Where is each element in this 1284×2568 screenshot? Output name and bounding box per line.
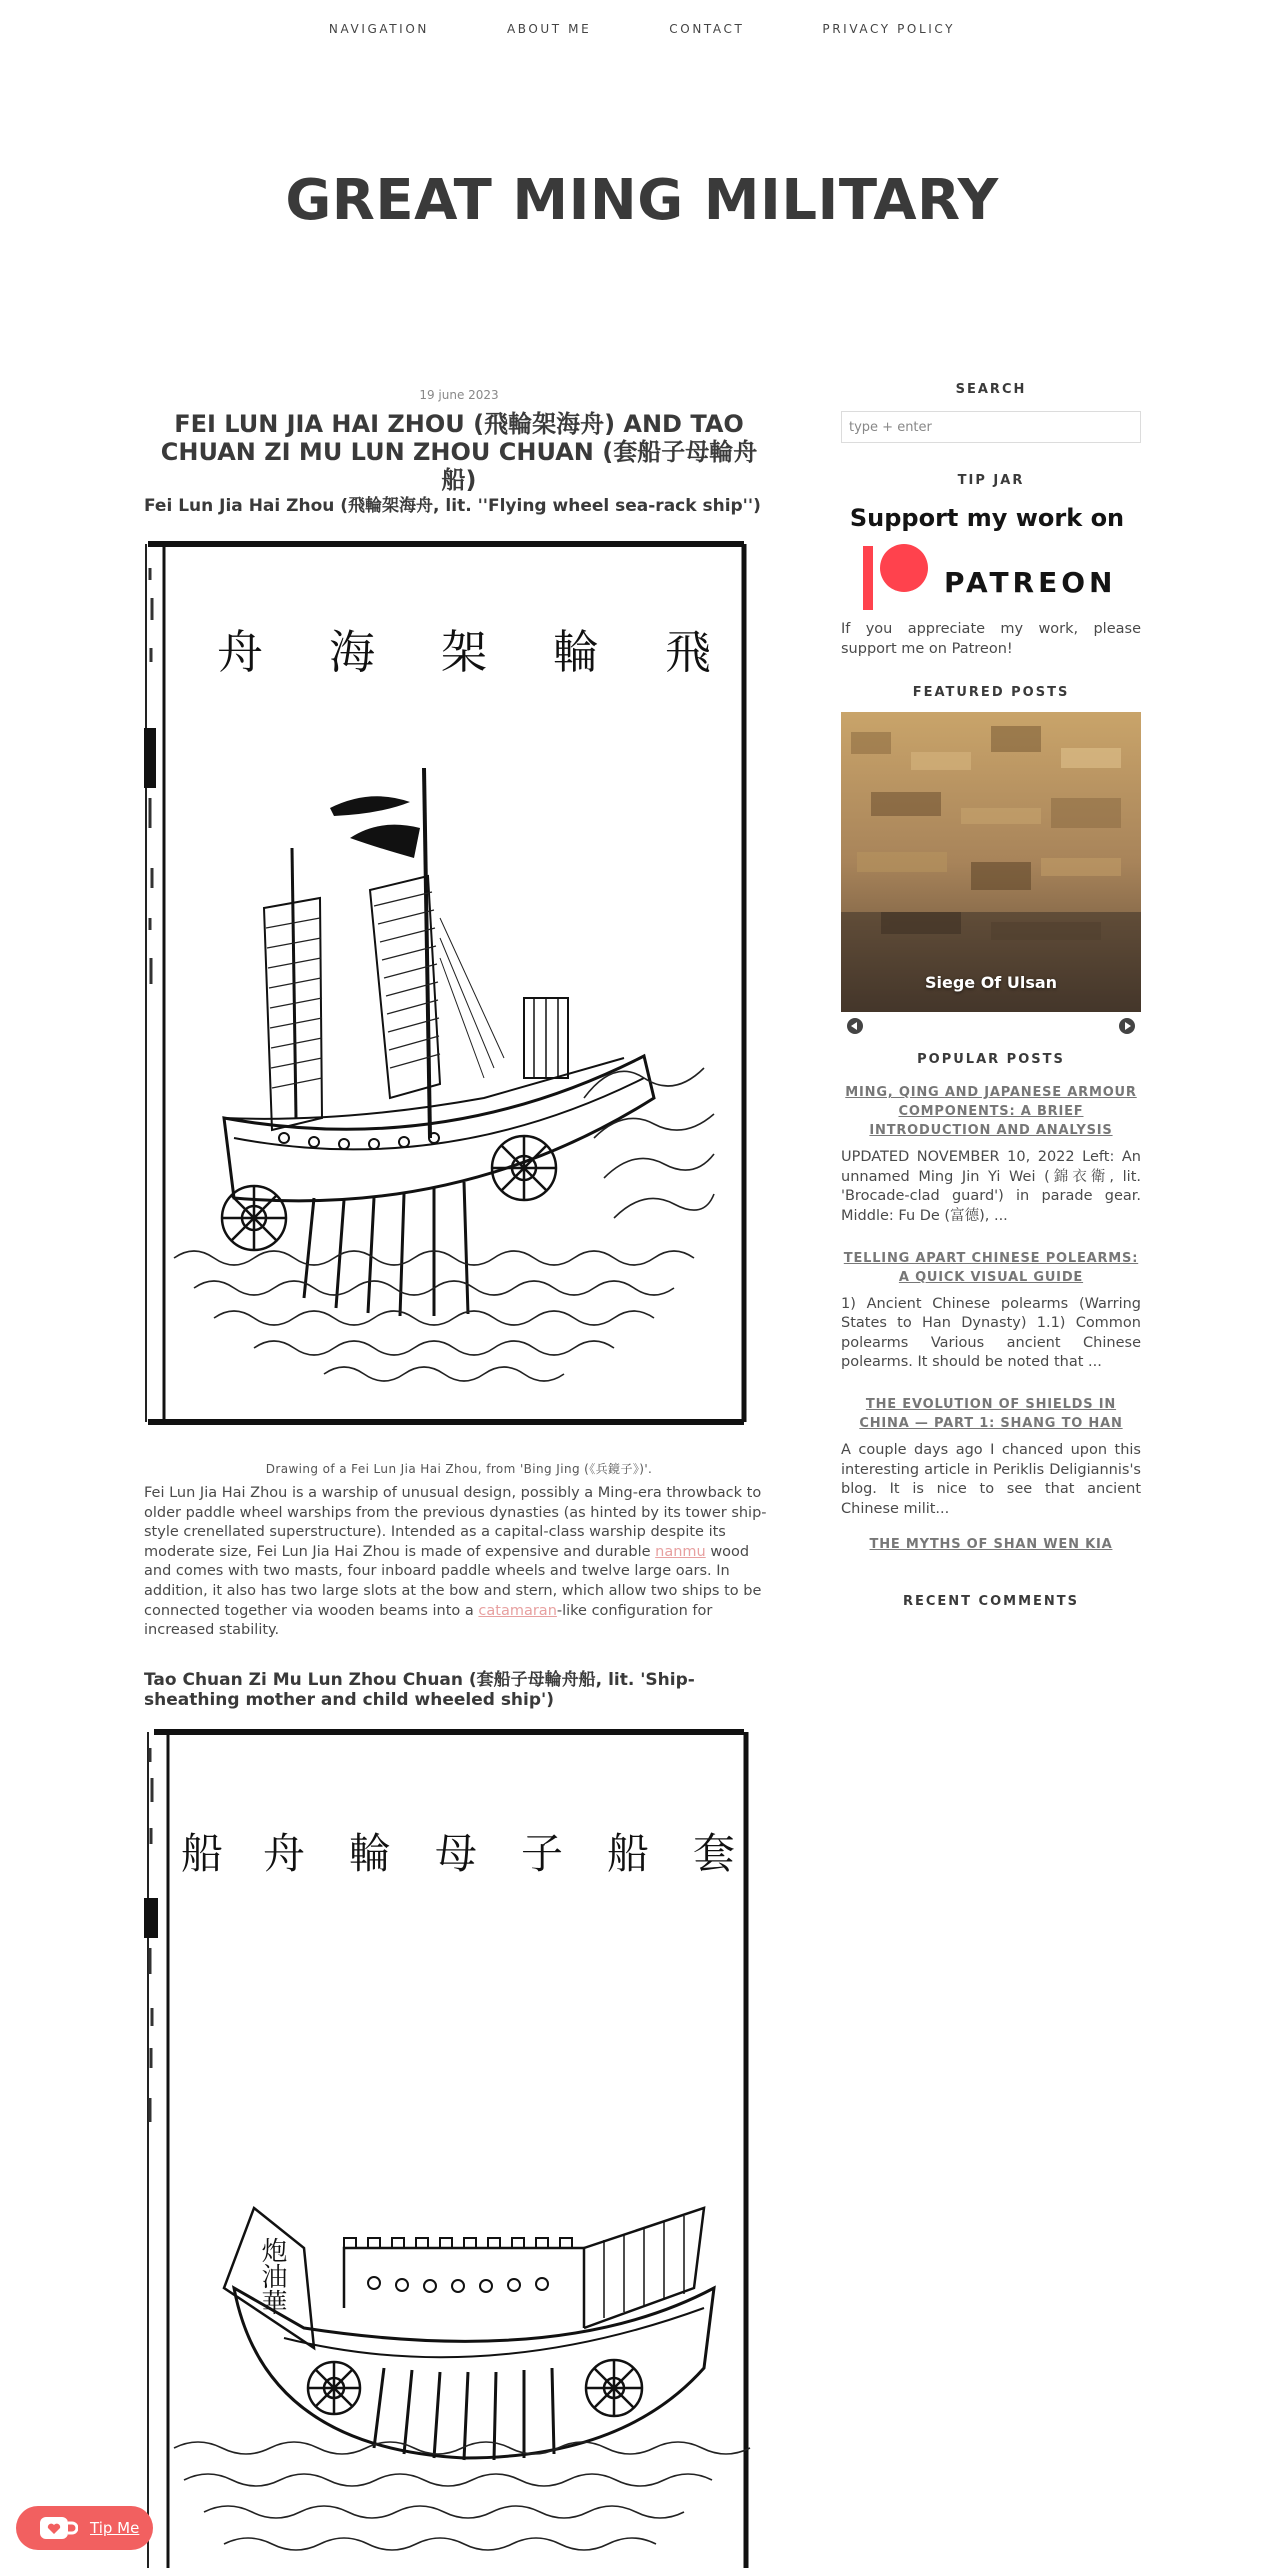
popular-post-item <box>841 1249 1141 1373</box>
featured-post-image <box>841 712 1141 1012</box>
body1-text-1: Fei Lun Jia Hai Zhou is a warship of unusual design, possibly a Ming-era throwback to older paddle wheel warships from the previous dynasties (as hinted by its tower ship-style crenellated superstructure). Intended as a capital-class warship despite its moderate size, Fei Lun Jia Hai Zhou is made of expensive and durable <box>144 1485 767 1560</box>
nav-contact[interactable]: CONTACT <box>669 22 745 36</box>
body1-text-2: wood and comes with two masts, four inboard paddle wheels and twelve large oars. In addition, it also has two large slots at the bow and stern, which allow two ships to be connected together via wooden beams into a <box>144 1543 762 1619</box>
fei-lun-ship-drawing[interactable] <box>144 538 754 1438</box>
nav-about-me[interactable]: ABOUT ME <box>506 22 592 36</box>
fig2-char-4: 母 <box>434 1829 478 1878</box>
featured-post-caption: Siege Of Ulsan <box>924 973 1058 993</box>
popular-post-title-2[interactable]: TELLING APART CHINESE POLEARMS: A QUICK VISUAL GUIDE <box>843 1250 1139 1285</box>
fig2-bow-text: 炮油華 <box>257 2237 287 2315</box>
patreon-logo-icon <box>859 544 929 612</box>
popular-post-snippet-1: UPDATED NOVEMBER 10, 2022 Left: An unnamed Ming Jin Yi Wei (錦衣衛, lit. 'Brocade-clad guard') in parade gear. Middle: Fu De (富德), ... <box>841 1149 1141 1224</box>
tao-chuan-ship-drawing[interactable] <box>144 1728 754 2568</box>
tip-me-button[interactable] <box>16 2506 153 2550</box>
popular-post-title-1[interactable]: MING, QING AND JAPANESE ARMOUR COMPONENTS: A BRIEF INTRODUCTION AND ANALYSIS <box>845 1085 1137 1139</box>
fig2-char-5: 輪 <box>348 1829 392 1878</box>
popular-post-snippet-2: 1) Ancient Chinese polearms (Warring States to Han Dynasty) 1.1) Common polearms Various ancient Chinese polearms. It should be noted that ... <box>841 1295 1141 1371</box>
nanmu-link[interactable]: nanmu <box>655 1543 706 1560</box>
patreon-banner[interactable] <box>841 504 1141 612</box>
popular-post-title-4[interactable]: THE MYTHS OF SHAN WEN KIA <box>869 1537 1113 1553</box>
popular-post-title-3[interactable]: THE EVOLUTION OF SHIELDS IN CHINA — PART 1: SHANG TO HAN <box>859 1396 1123 1431</box>
top-navigation <box>0 22 1284 36</box>
search-input[interactable] <box>841 411 1141 443</box>
post-body-paragraph-1 <box>144 1484 774 1641</box>
post-article <box>144 388 774 2315</box>
popular-post-item <box>841 1395 1141 1519</box>
fig2-char-1: 套 <box>692 1829 736 1878</box>
recent-comments-title: RECENT COMMENTS <box>902 1594 1080 1610</box>
section-heading-fei-lun: Fei Lun Jia Hai Zhou (飛輪架海舟, lit. ''Flying wheel sea-rack ship'') <box>144 496 761 516</box>
catamaran-link[interactable]: catamaran <box>478 1602 557 1619</box>
patreon-line1: Support my work on <box>849 504 1125 532</box>
popular-posts-title: POPULAR POSTS <box>917 1052 1065 1068</box>
tip-jar-title: TIP JAR <box>957 473 1025 488</box>
post-title: FEI LUN JIA HAI ZHOU (飛輪架海舟) AND TAO CHUAN ZI MU LUN ZHOU CHUAN (套船子母輪舟船) <box>160 410 758 494</box>
fig2-char-2: 船 <box>606 1829 650 1878</box>
slider-next-icon[interactable] <box>1119 1018 1135 1034</box>
featured-slider-controls <box>841 1012 1141 1036</box>
fig1-char-3: 架 <box>441 625 487 679</box>
popular-post-snippet-3: A couple days ago I chanced upon this interesting article in Periklis Deligiannis's blog. It is nice to see that ancient Chinese milit... <box>841 1441 1141 1517</box>
nav-navigation[interactable]: NAVIGATION <box>328 22 429 36</box>
patreon-description: If you appreciate my work, please support me on Patreon! <box>841 621 1141 657</box>
coffee-cup-icon <box>38 2515 78 2541</box>
fig2-char-3: 子 <box>520 1829 564 1878</box>
popular-post-item <box>841 1083 1141 1226</box>
tip-me-label: Tip Me <box>90 2519 140 2537</box>
site-title[interactable]: GREAT MING MILITARY <box>285 168 999 233</box>
fig1-char-2: 輪 <box>553 625 599 679</box>
featured-post-slide[interactable] <box>841 712 1141 1012</box>
slider-prev-icon[interactable] <box>847 1018 863 1034</box>
search-widget-title: SEARCH <box>955 382 1027 397</box>
fig1-char-5: 舟 <box>217 625 263 679</box>
popular-post-item <box>841 1535 1141 1554</box>
fig1-char-1: 飛 <box>665 625 711 679</box>
fig2-char-7: 船 <box>180 1829 224 1878</box>
featured-posts-title: FEATURED POSTS <box>912 685 1070 701</box>
sidebar <box>841 382 1141 1609</box>
fig1-char-4: 海 <box>329 625 375 679</box>
figure1-caption: Drawing of a Fei Lun Jia Hai Zhou, from 'Bing Jing (《兵鏡子》)'. <box>265 1462 653 1476</box>
patreon-wordmark: PATREON <box>944 566 1117 599</box>
fig2-char-6: 舟 <box>262 1829 306 1878</box>
post-date: 19 june 2023 <box>419 388 499 402</box>
nav-privacy-policy[interactable]: PRIVACY POLICY <box>822 22 956 36</box>
body1-text-3: -like configuration for increased stability. <box>144 1602 713 1639</box>
section-heading-tao-chuan: Tao Chuan Zi Mu Lun Zhou Chuan (套船子母輪舟船, lit. 'Ship-sheathing mother and child wheeled ship') <box>144 1670 695 1710</box>
